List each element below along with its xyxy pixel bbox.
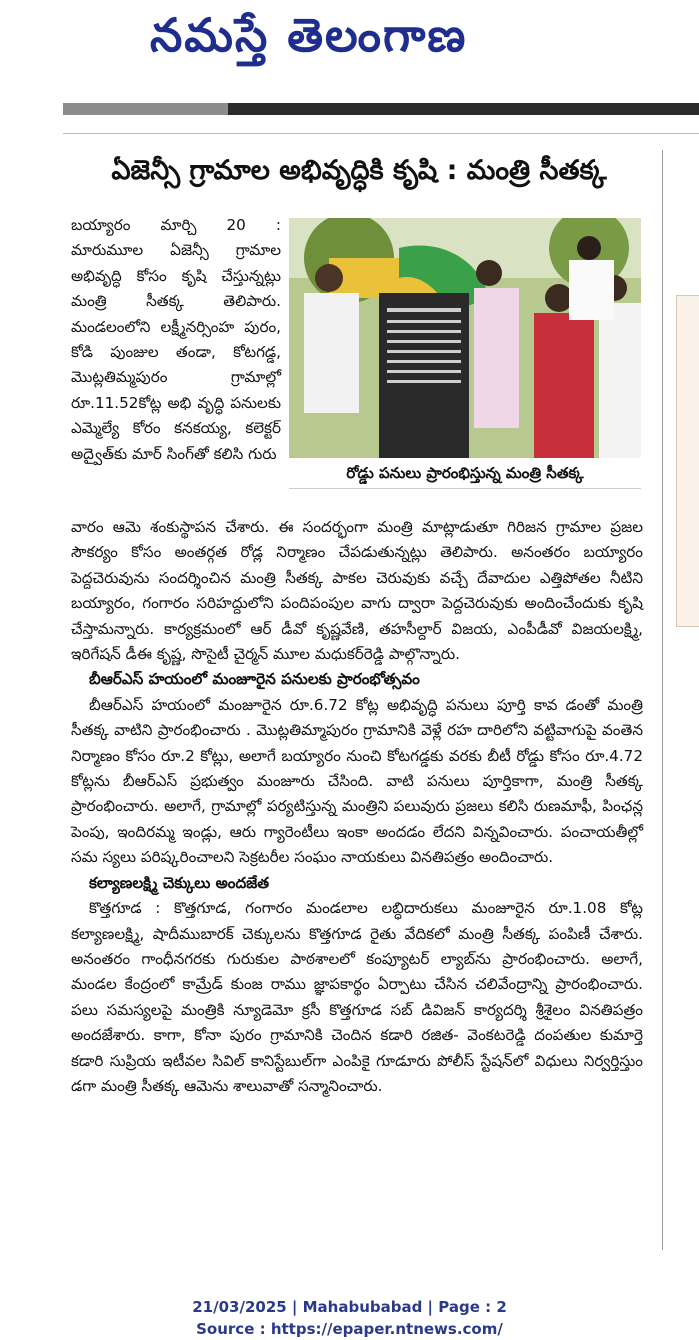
- masthead: [0, 0, 699, 95]
- masthead-bar-left: [63, 103, 228, 115]
- article-body: [71, 515, 643, 1099]
- article-subhead: కల్యాణలక్ష్మి చెక్కులు అందజేత: [89, 873, 270, 892]
- photo-caption: రోడ్డు పనులు ప్రారంభిస్తున్న మంత్రి సీతక్క: [289, 458, 641, 489]
- article-paragraph: వారం ఆమె శంకుస్థాపన చేశారు. ఈ సందర్భంగా మంత్రి మాట్లాడుతూ గిరిజన గ్రామాల ప్రజల సౌకర్యం కోసం అంతర్గత రోడ్ల నిర్మాణం చేపడుతున్నట్లు తెలిపారు. అనంతరం బయ్యారం పెద్దచెరువును సందర్శించిన మంత్రి సీతక్క పాకల చెరువుకు వచ్చే దేవాదుల ఎత్తిపోతల నీటిని బయ్యారం, గంగారం సరిహద్దులోని పందిపంపుల వాగు ద్వారా పెద్దచెరువుకు అందించేందుకు కృషి చేస్తామన్నారు. కార్యక్రమంలో ఆర్ డీవో కృష్ణవేణి, తహసీల్దార్ విజయ, ఎంపీడీవో విజయలక్ష్మి, ఇరిగేషన్ డీఈ కృష్ణ, సొసైటీ చైర్మన్ మూల మధుకర్‌రెడ్డి పాల్గొన్నారు.: [71, 518, 643, 664]
- masthead-bar-right: [228, 103, 699, 115]
- article-subhead: బీఆర్ఎస్ హయంలో మంజూరైన పనులకు ప్రారంభోత్సవం: [89, 670, 420, 689]
- footer-source-line: Source : https://epaper.ntnews.com/: [196, 1320, 503, 1338]
- article-paragraph: బీఆర్ఎస్ హయంలో మంజూరైన రూ.6.72 కోట్ల అభివృద్ధి పనులు పూర్తి కావ డంతో మంత్రి సీతక్క వాటిని ప్రారంభించారు . మొట్లతిమ్మాపురం గ్రామానికి వెళ్లే రహ దారిలోని వట్టివాగుపై వంతెన నిర్మాణం కోసం రూ.2 కోట్లు, అలాగే బయ్యారం నుంచి కోటగడ్డకు వరకు బీటీ రోడ్డు కోసం రూ.4.72 కోట్లను బీఆర్ఎస్ ప్రభుత్వం మంజూరు చేసింది. వాటి పనులు పూర్తికాగా, మంత్రి సీతక్క ప్రారంభించారు. అలాగే, గ్రామాల్లో పర్యటిస్తున్న మంత్రిని పలువురు ప్రజలు కలిసి రుణమాఫీ, పింఛన్ల పెంపు, ఇందిరమ్మ ఇండ్లు, ఆరు గ్యారెంటీలు ఇంకా అందడం లేదని విన్నవించారు. పంచాయతీల్లో సమ స్యలు పరిష్కరించాలని సెక్రటరీల సంఘం నాయకులు వినతిపత్రం అందించారు.: [71, 695, 643, 867]
- article-paragraph: కొత్తగూడ : కొత్తగూడ, గంగారం మండలాల లబ్ధిదారుకలు మంజూరైన రూ.1.08 కోట్ల కల్యాణలక్ష్మి, షాదీముబారక్ చెక్కులను కొత్తగూడ రైతు వేదికలో మంత్రి సీతక్క పంపిణీ చేశారు. అనంతరం గాంధీనగరకు గురుకుల పాఠశాలలో కంప్యూటర్ ల్యాబ్‌ను ప్రారంభించారు. అలాగే, మండల కేంద్రంలో కామ్రేడ్ కుంజ రాము జ్ఞాపకార్థం ఏర్పాటు చేసిన చలివేంద్రాన్ని ప్రారంభించారు. పలు సమస్యలపై మంత్రికి న్యూడెమో క్రసీ కొత్తగూడ సబ్ డివిజన్ కార్యదర్శి శ్రీశైలం వినతిపత్రం అందజేశారు. కాగా, కోనా పురం గ్రామానికి చెందిన కడారి రజిత- వెంకటరెడ్డి దంపతుల కుమార్తె కడారి సుప్రియ ఇటీవల సివిల్ కానిస్టేబుల్‌గా ఎంపికై గూడూరు పోలీస్ స్టేషన్‌లో విధులు నిర్వర్తిస్తుం డగా మంత్రి సీతక్క ఆమెను శాలువాతో సన్మానించారు.: [71, 899, 643, 1095]
- footer: [0, 1296, 699, 1340]
- adjacent-column-fragment: [670, 150, 699, 1250]
- footer-date-line: 21/03/2025 | Mahabubabad | Page : 2: [192, 1298, 507, 1316]
- masthead-title: నమస్తే తెలంగాణ: [150, 8, 468, 62]
- article-lead: బయ్యారం మార్చి 20 : మారుమూల ఏజెన్సీ గ్రామాల అభివృద్ధి కోసం కృషి చేస్తున్నట్లు మంత్రి సీతక్క తెలిపారు. మండలంలోని లక్ష్మీనర్సింహ పురం, కోడి పుంజుల తండా, కోటగడ్డ, మొట్లతిమ్మపురం గ్రామాల్లో రూ.11.52కోట్ల అభి వృద్ధి పనులకు ఎమ్మెల్యే కోరం కనకయ్య, కలెక్టర్ అద్వైత్‌కు మార్ సింగ్‌తో కలిసి గురు: [71, 216, 281, 463]
- divider: [63, 133, 699, 134]
- adjacent-box: [676, 295, 699, 627]
- article-photo: [289, 218, 641, 458]
- article-headline: ఏజెన్సీ గ్రామాల అభివృద్ధికి కృషి : మంత్రి సీతక్క: [111, 155, 607, 186]
- column-divider: [662, 150, 663, 1250]
